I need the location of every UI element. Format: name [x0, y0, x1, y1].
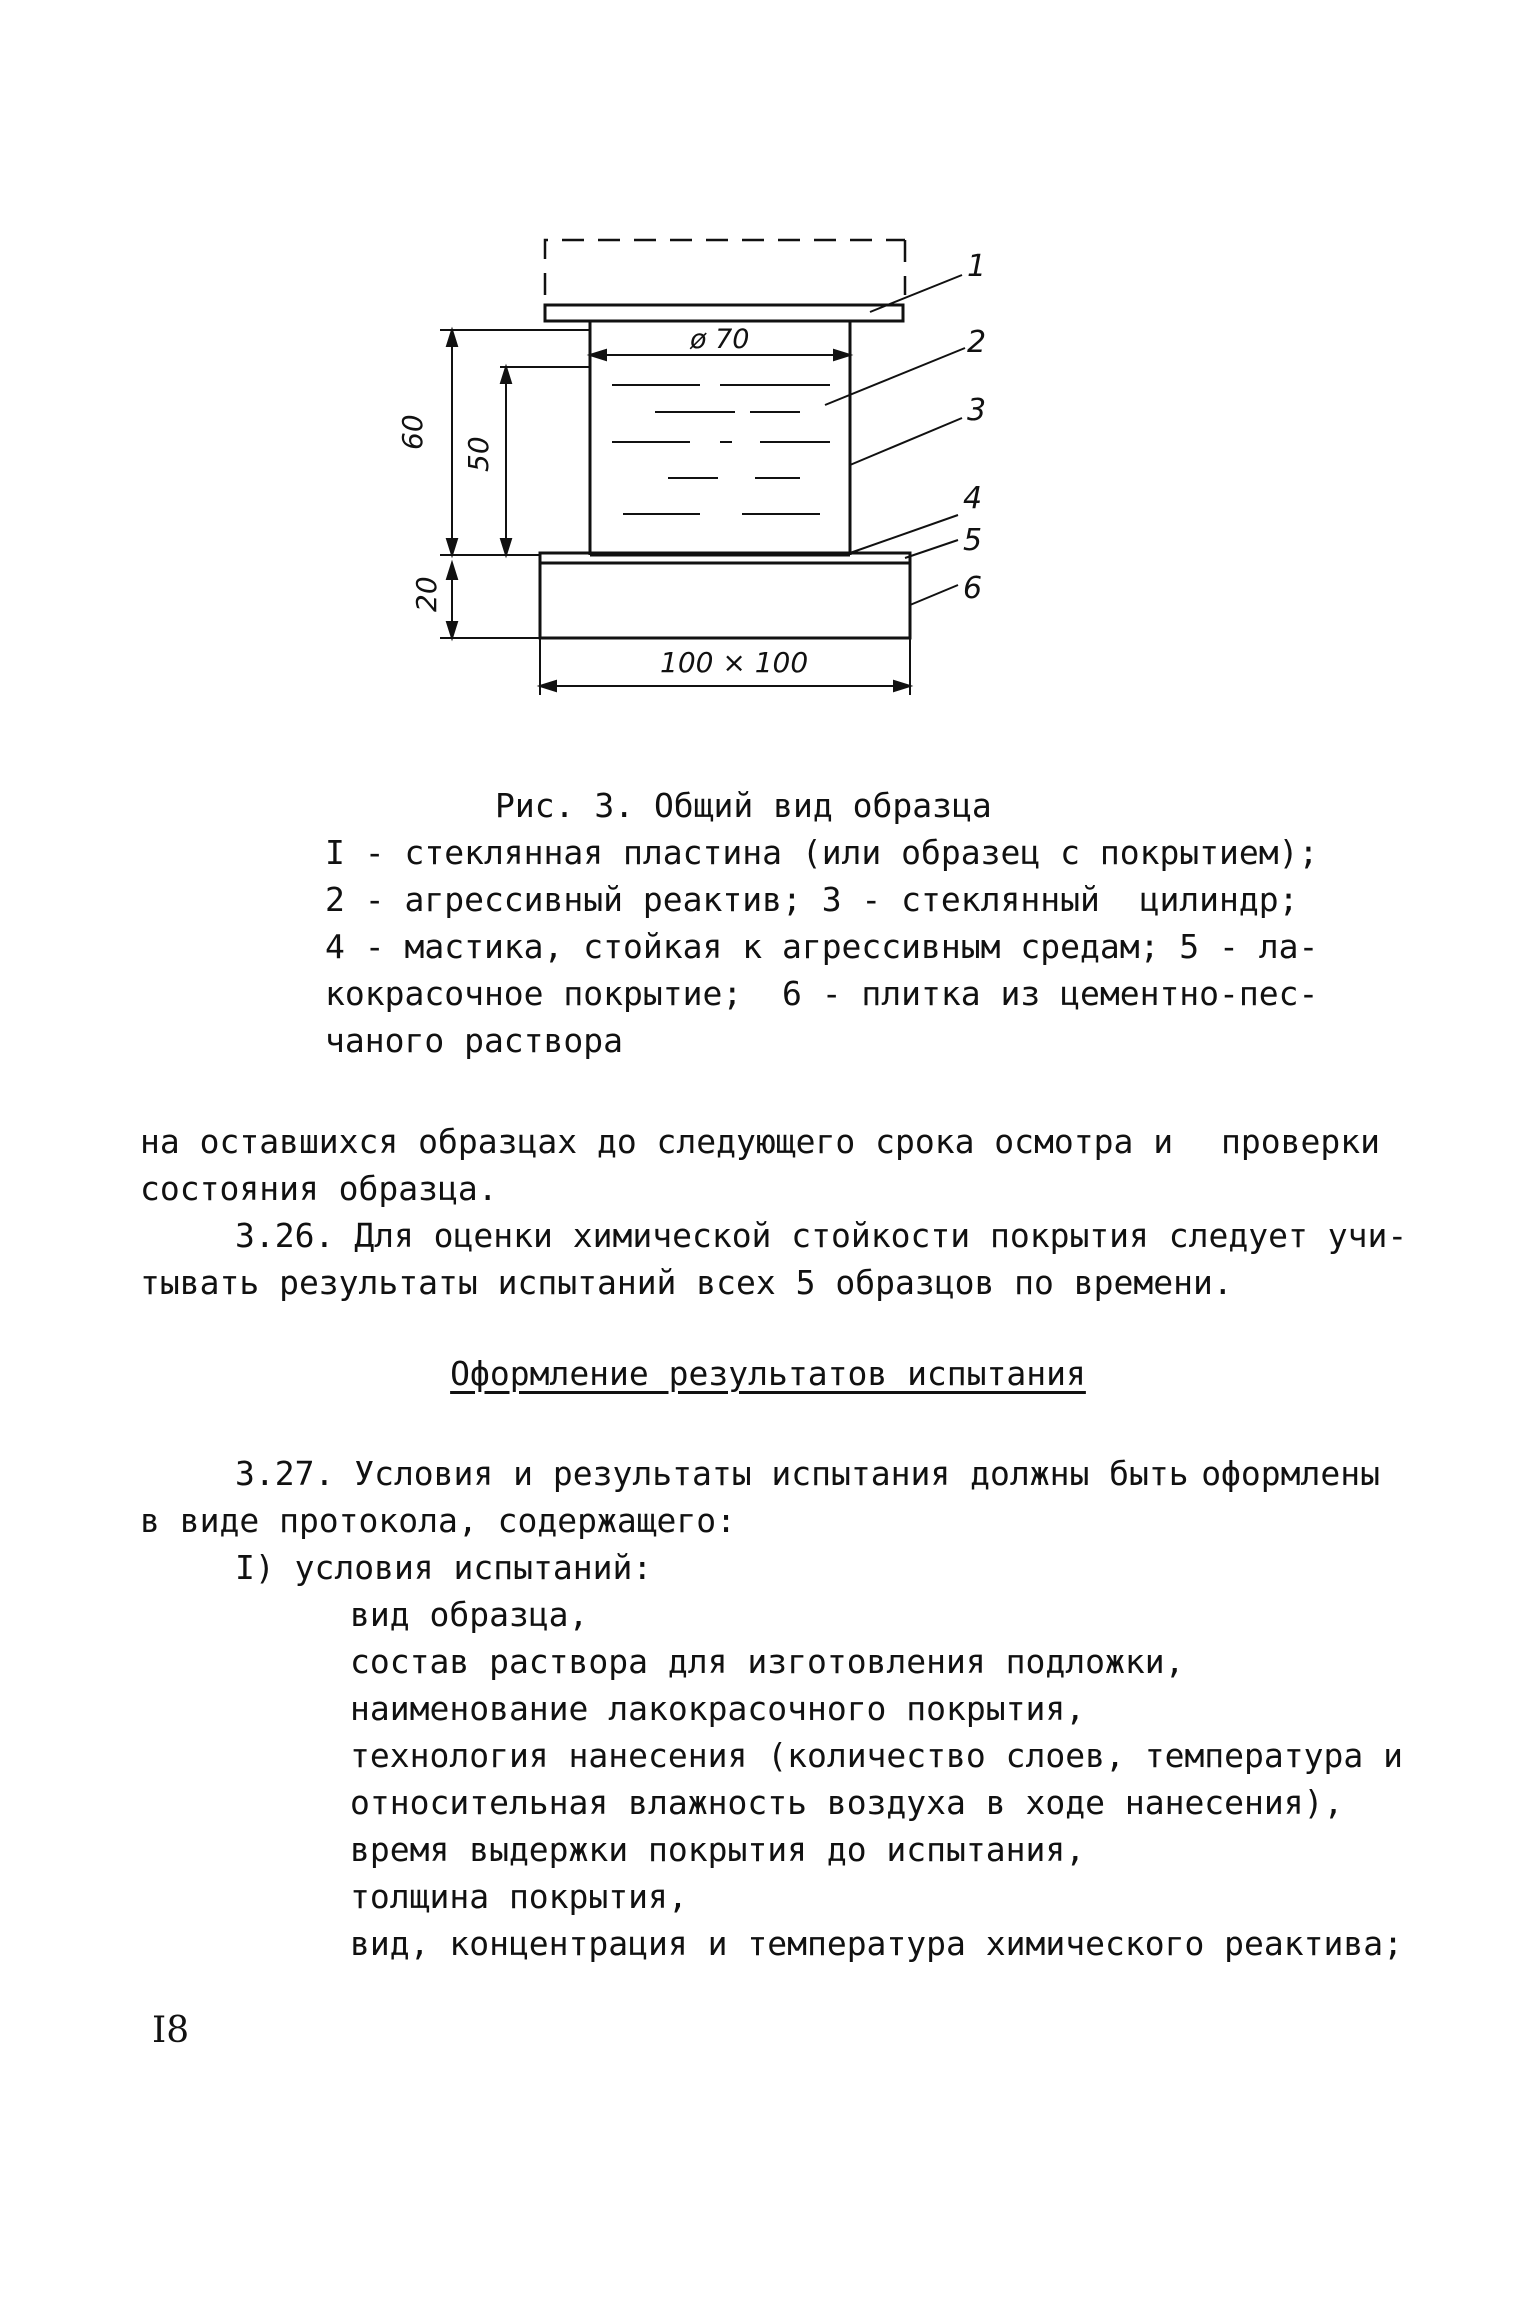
dimension-50-text: 50 [462, 436, 495, 472]
paragraph-3-26-line: тывать результаты испытаний всех 5 образцов по времени. [140, 1263, 1233, 1302]
sub-list-item: относительная влажность воздуха в ходе нанесения), [350, 1783, 1344, 1822]
glass-cylinder [590, 321, 850, 555]
sub-list-item: технология нанесения (количество слоев, температура и [350, 1736, 1403, 1775]
dimension-height-20 [440, 563, 540, 638]
section-heading [0, 1350, 1536, 1397]
sample-drawing [0, 0, 1536, 760]
caption-title: Рис. 3. Общий вид образца [495, 786, 992, 825]
paragraph-line: состояния образца. [140, 1169, 498, 1208]
dimension-60-text: 60 [396, 414, 429, 450]
caption-line: 2 - агрессивный реактив; 3 - стеклянный цилиндр; [325, 880, 1299, 919]
caption-line: 4 - мастика, стойкая к агрессивным средам; 5 - ла- [325, 927, 1319, 966]
list-item: I) условия испытаний: [235, 1548, 653, 1587]
text-fragment: 3.27. Условия и результаты испытания должны быть [235, 1454, 1189, 1493]
callout-6: 6 [963, 571, 983, 606]
cement-sand-tile [540, 563, 910, 638]
callout-5: 5 [963, 523, 983, 558]
dimension-base-text: 100 × 100 [660, 646, 809, 679]
dimension-diameter-text: ø 70 [690, 324, 750, 355]
figure-caption [325, 782, 1385, 1064]
paragraph-line [140, 1118, 1380, 1165]
sub-list-item: наименование лакокрасочного покрытия, [350, 1689, 1086, 1728]
paragraph-3-26-line: 3.26. Для оценки химической стойкости покрытия следует учи- [235, 1216, 1408, 1255]
caption-line: чаного раствора [325, 1021, 624, 1060]
caption-line: кокрасочное покрытие; 6 - плитка из цементно-пес- [325, 974, 1319, 1013]
callout-3: 3 [967, 393, 987, 428]
dimension-20-text: 20 [410, 576, 443, 612]
text-fragment: на оставшихся образцах до следующего срока осмотра и [140, 1122, 1174, 1161]
paragraph-line [140, 1450, 1380, 1497]
paragraph-line: в виде протокола, содержащего: [140, 1501, 737, 1540]
sub-list-item: толщина покрытия, [350, 1877, 688, 1916]
text-fragment: проверки [1221, 1122, 1380, 1161]
text-fragment: оформлены [1201, 1454, 1380, 1493]
figure-sample-drawing [0, 0, 1536, 760]
callout-1: 1 [967, 249, 987, 284]
paragraph-3-27 [140, 1450, 1403, 1967]
section-heading-text: Оформление результатов испытания [450, 1354, 1086, 1393]
sub-list-item: вид, концентрация и температура химического реактива; [350, 1924, 1403, 1963]
page-number: I8 [152, 2010, 190, 2051]
aggressive-reagent [612, 385, 830, 514]
glass-plate [545, 240, 905, 321]
callout-2: 2 [967, 325, 987, 360]
sub-list-item: состав раствора для изготовления подложки, [350, 1642, 1185, 1681]
callout-4: 4 [963, 481, 983, 516]
dimension-height-50 [500, 367, 590, 555]
paragraph-continuation [140, 1118, 1408, 1306]
caption-line: I - стеклянная пластина (или образец с покрытием); [325, 833, 1319, 872]
sub-list-item: время выдержки покрытия до испытания, [350, 1830, 1086, 1869]
sub-list-item: вид образца, [350, 1595, 589, 1634]
